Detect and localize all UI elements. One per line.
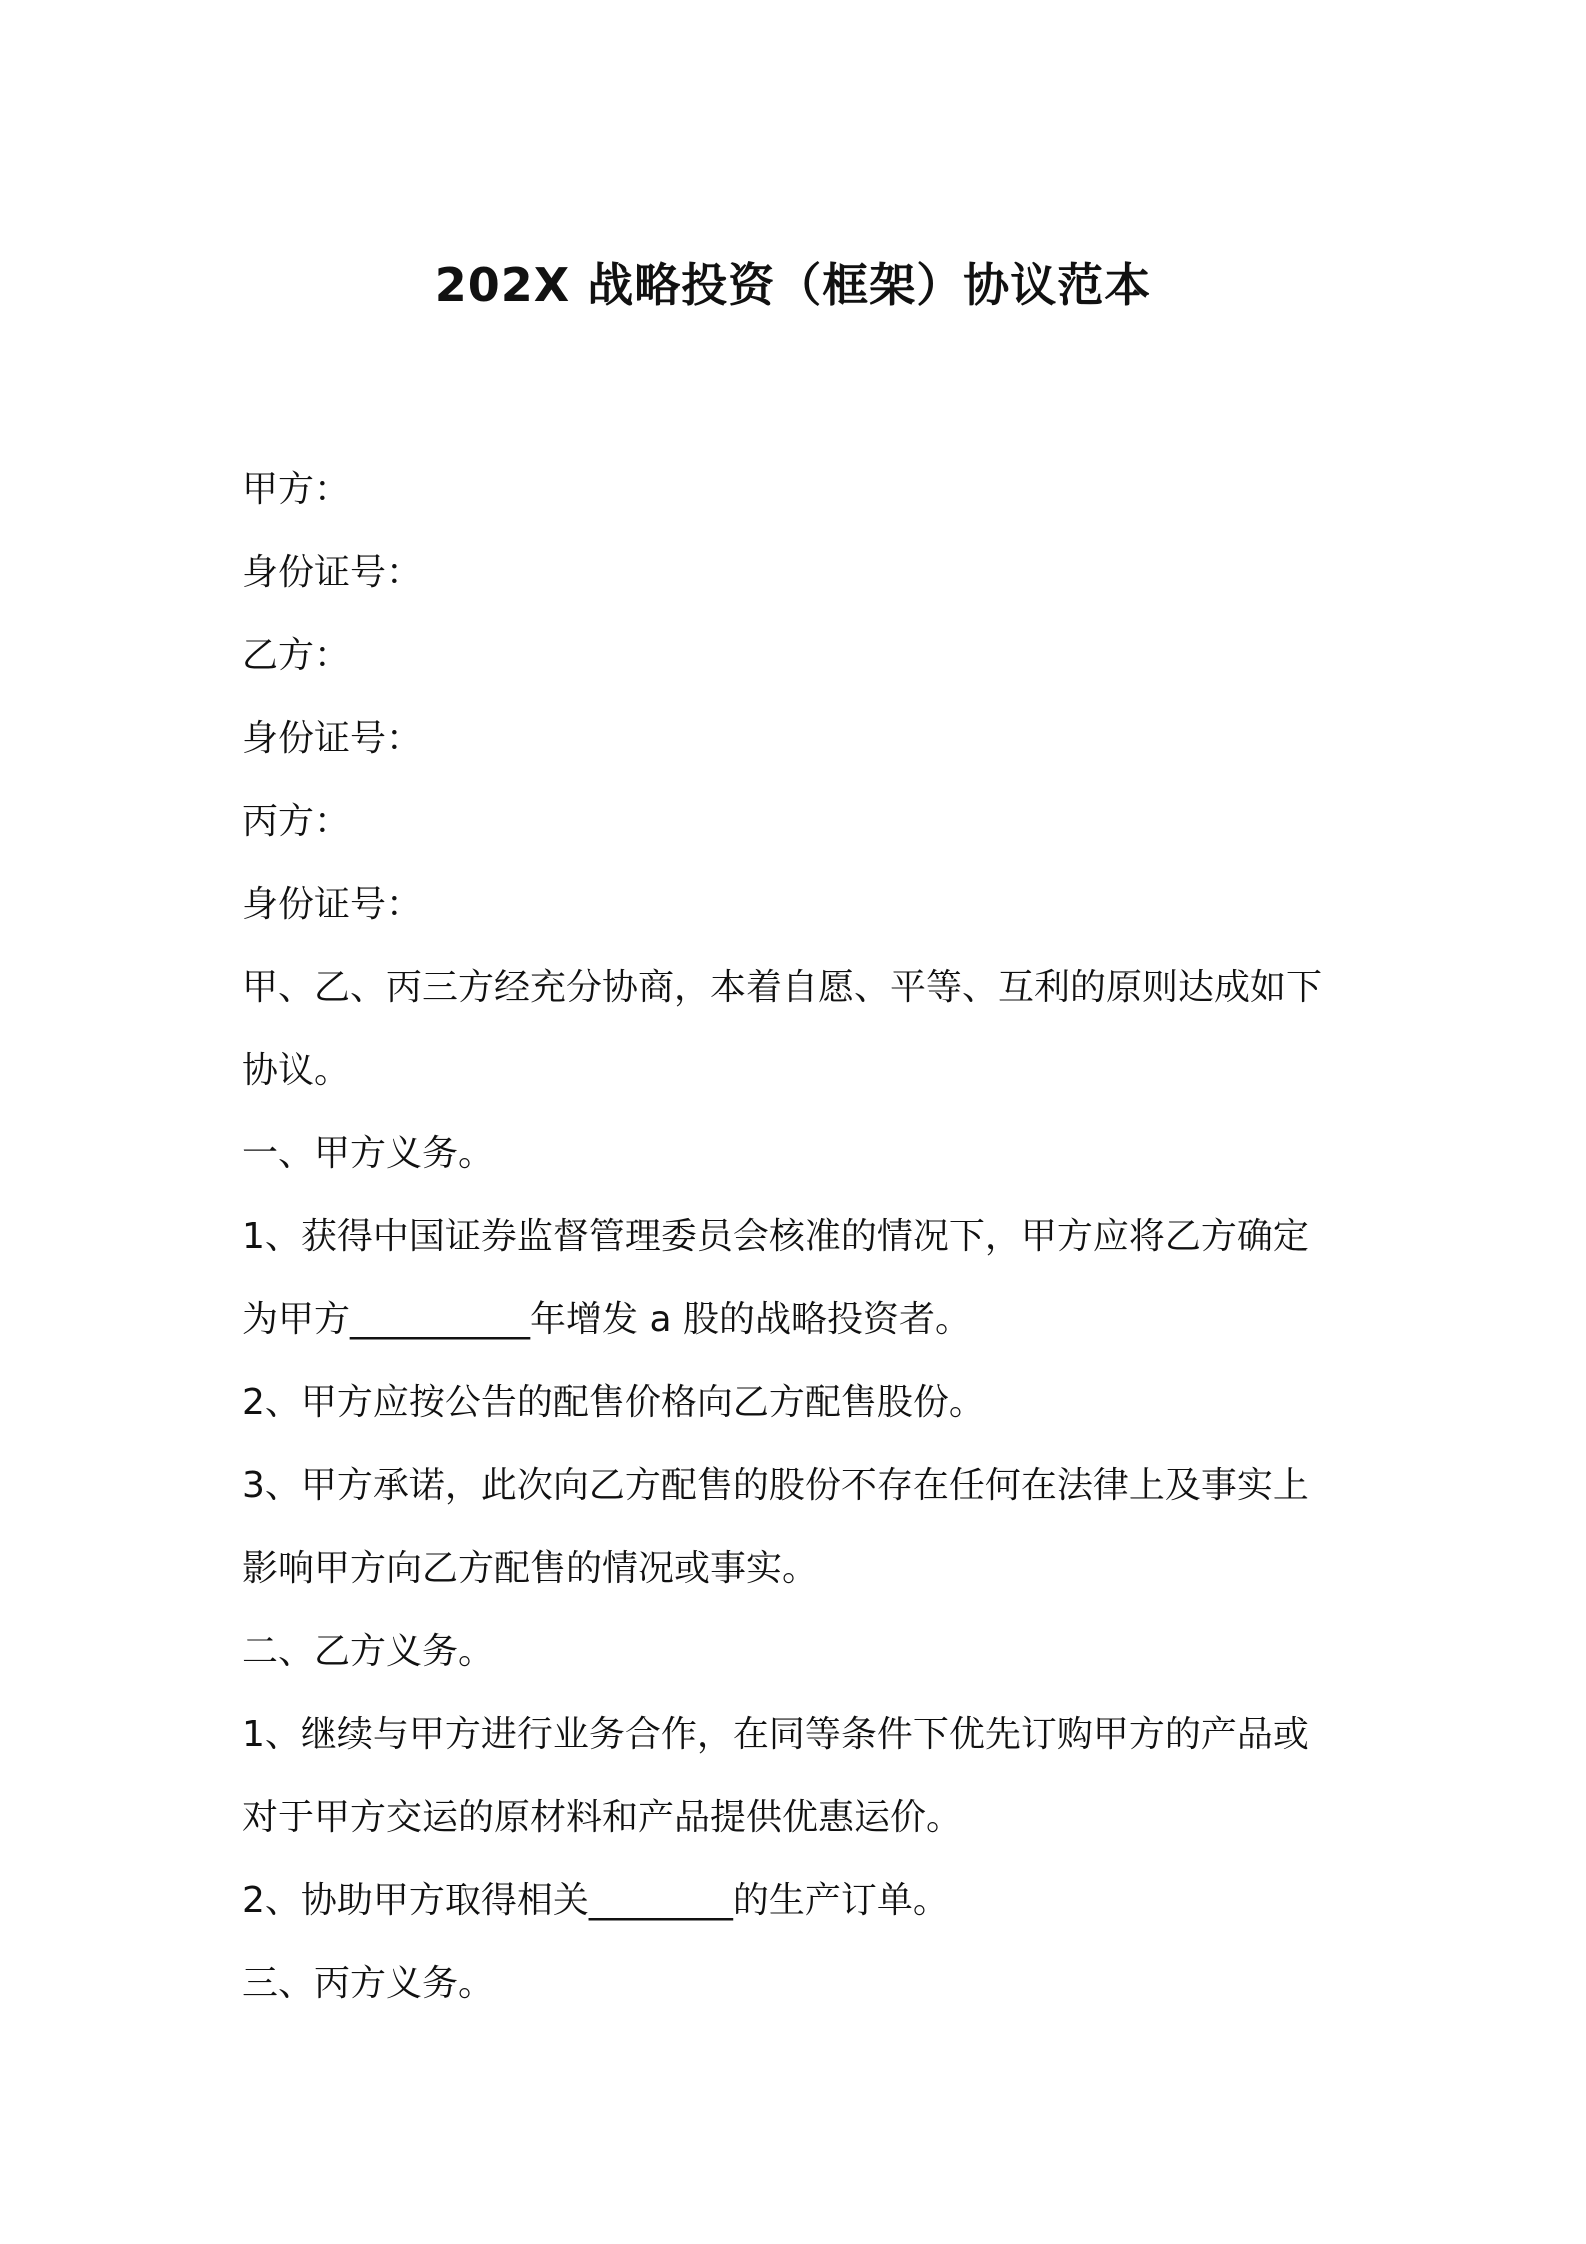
document-body [242, 448, 1352, 2025]
party-c-id-label: 身份证号： [242, 884, 423, 925]
preamble-line-1: 甲、乙、丙三方经充分协商，本着自愿、平等、互利的原则达成如下 [242, 967, 1323, 1008]
clause-b2: 2、协助甲方取得相关________的生产订单。 [242, 1880, 949, 1921]
document-title: 202X 战略投资（框架）协议范本 [434, 258, 1152, 312]
party-c-label: 丙方： [242, 801, 351, 842]
clause-a1-line-1: 1、获得中国证券监督管理委员会核准的情况下，甲方应将乙方确定 [242, 1216, 1309, 1257]
clause-a1-line-2: 为甲方__________年增发 a 股的战略投资者。 [242, 1299, 971, 1340]
party-b-id-label: 身份证号： [242, 718, 423, 759]
clause-b1-line-1: 1、继续与甲方进行业务合作，在同等条件下优先订购甲方的产品或 [242, 1714, 1309, 1755]
preamble-line-2: 协议。 [242, 1050, 351, 1091]
section-heading-party-c: 三、丙方义务。 [242, 1963, 495, 2004]
clause-b1-line-2: 对于甲方交运的原材料和产品提供优惠运价。 [242, 1797, 963, 1838]
section-heading-party-b: 二、乙方义务。 [242, 1631, 495, 1672]
section-heading-party-a: 一、甲方义务。 [242, 1133, 495, 1174]
clause-a2: 2、甲方应按公告的配售价格向乙方配售股份。 [242, 1382, 985, 1423]
clause-a3-line-1: 3、甲方承诺，此次向乙方配售的股份不存在任何在法律上及事实上 [242, 1465, 1309, 1506]
party-a-label: 甲方： [242, 469, 351, 510]
party-b-label: 乙方： [242, 635, 351, 676]
clause-a3-line-2: 影响甲方向乙方配售的情况或事实。 [242, 1548, 819, 1589]
party-a-id-label: 身份证号： [242, 552, 423, 593]
